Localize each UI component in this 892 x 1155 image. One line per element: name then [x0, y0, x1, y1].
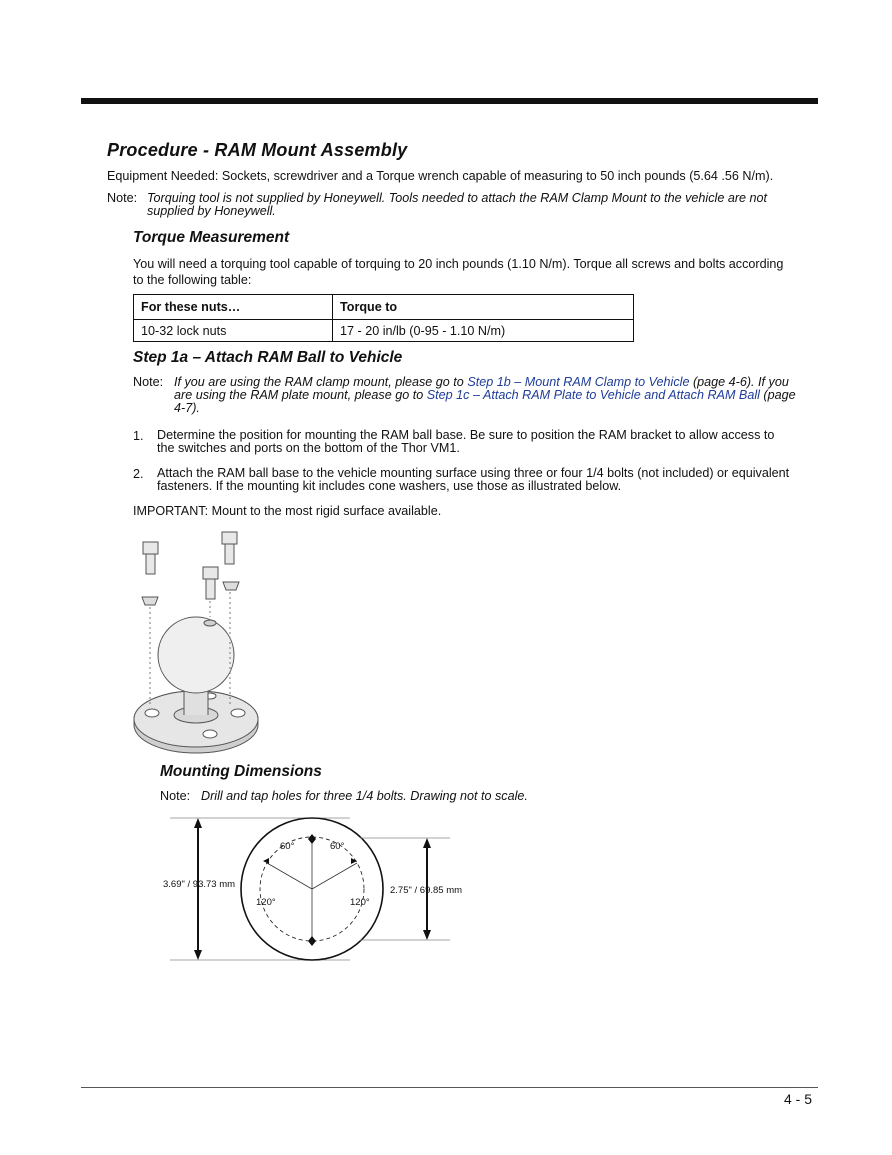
mounting-title: Mounting Dimensions — [160, 763, 322, 780]
list-item-line: fasteners. If the mounting kit includes cone washers, use those as illustrated below. — [157, 479, 622, 493]
equipment-text: Equipment Needed: Sockets, screwdriver and a Torque wrench capable of measuring to 50 inch pounds (5.64 .56 N/m). — [107, 169, 774, 183]
angle-label: 60° — [330, 841, 345, 852]
torque-table — [133, 294, 634, 342]
torque-title: Torque Measurement — [133, 229, 290, 246]
torque-intro-line1: You will need a torquing tool capable of torquing to 20 inch pounds (1.10 N/m). Torque all screws and bolts according — [133, 257, 784, 271]
list-item-line: Attach the RAM ball base to the vehicle mounting surface using three or four 1/4 bolts (not included) or equivalent — [157, 466, 790, 480]
note-label: Note: — [107, 191, 138, 205]
bottom-rule — [81, 1087, 818, 1088]
list-item-number: 1. — [133, 429, 144, 443]
note-line1: Torquing tool is not supplied by Honeywell. Tools needed to attach the RAM Clamp Mount to the vehicle are not — [147, 191, 768, 205]
table-header-row — [134, 295, 634, 320]
mounting-note-label: Note: — [160, 789, 191, 803]
table-row — [134, 320, 634, 342]
list-item-line: Determine the position for mounting the RAM ball base. Be sure to position the RAM bracket to allow access to — [157, 428, 775, 442]
table-header: For these nuts… — [134, 295, 333, 320]
procedure-title: Procedure - RAM Mount Assembly — [107, 140, 408, 160]
note-line2: supplied by Honeywell. — [147, 204, 276, 218]
top-rule — [81, 98, 818, 104]
ram-ball-mount-illustration — [128, 527, 268, 757]
list-item-line: the switches and ports on the bottom of the Thor VM1. — [157, 441, 460, 455]
step1a-note-line1: If you are using the RAM clamp mount, please go to Step 1b – Mount RAM Clamp to Vehicle (page 4-6). If you — [174, 375, 789, 389]
step1a-note-label: Note: — [133, 375, 164, 389]
link-step-1b[interactable]: Step 1b – Mount RAM Clamp to Vehicle — [467, 375, 690, 389]
important-text: IMPORTANT: Mount to the most rigid surface available. — [133, 504, 442, 518]
step1a-title: Step 1a – Attach RAM Ball to Vehicle — [133, 349, 403, 366]
outer-dimension-label: 3.69" / 93.73 mm — [163, 879, 236, 890]
list-item-number: 2. — [133, 467, 144, 481]
inner-dimension-label: 2.75" / 69.85 mm — [390, 885, 463, 896]
torque-intro-line2: to the following table: — [133, 273, 252, 287]
link-step-1c[interactable]: Step 1c – Attach RAM Plate to Vehicle and Attach RAM Ball — [426, 388, 760, 402]
angle-label: 60° — [280, 841, 295, 852]
table-cell: 17 - 20 in/lb (0-95 - 1.10 N/m) — [333, 320, 634, 342]
step1a-note-line3: 4-7). — [174, 401, 200, 415]
page-number: 4 - 5 — [783, 1091, 812, 1107]
step1a-note-line2: are using the RAM plate mount, please go to Step 1c – Attach RAM Plate to Vehicle and Attach RAM Ball (page — [174, 388, 796, 402]
mounting-note-text: Drill and tap holes for three 1/4 bolts. Drawing not to scale. — [201, 789, 528, 803]
angle-label: 120° — [256, 897, 276, 908]
table-header: Torque to — [333, 295, 634, 320]
angle-label: 120° — [350, 897, 370, 908]
table-cell: 10-32 lock nuts — [134, 320, 333, 342]
